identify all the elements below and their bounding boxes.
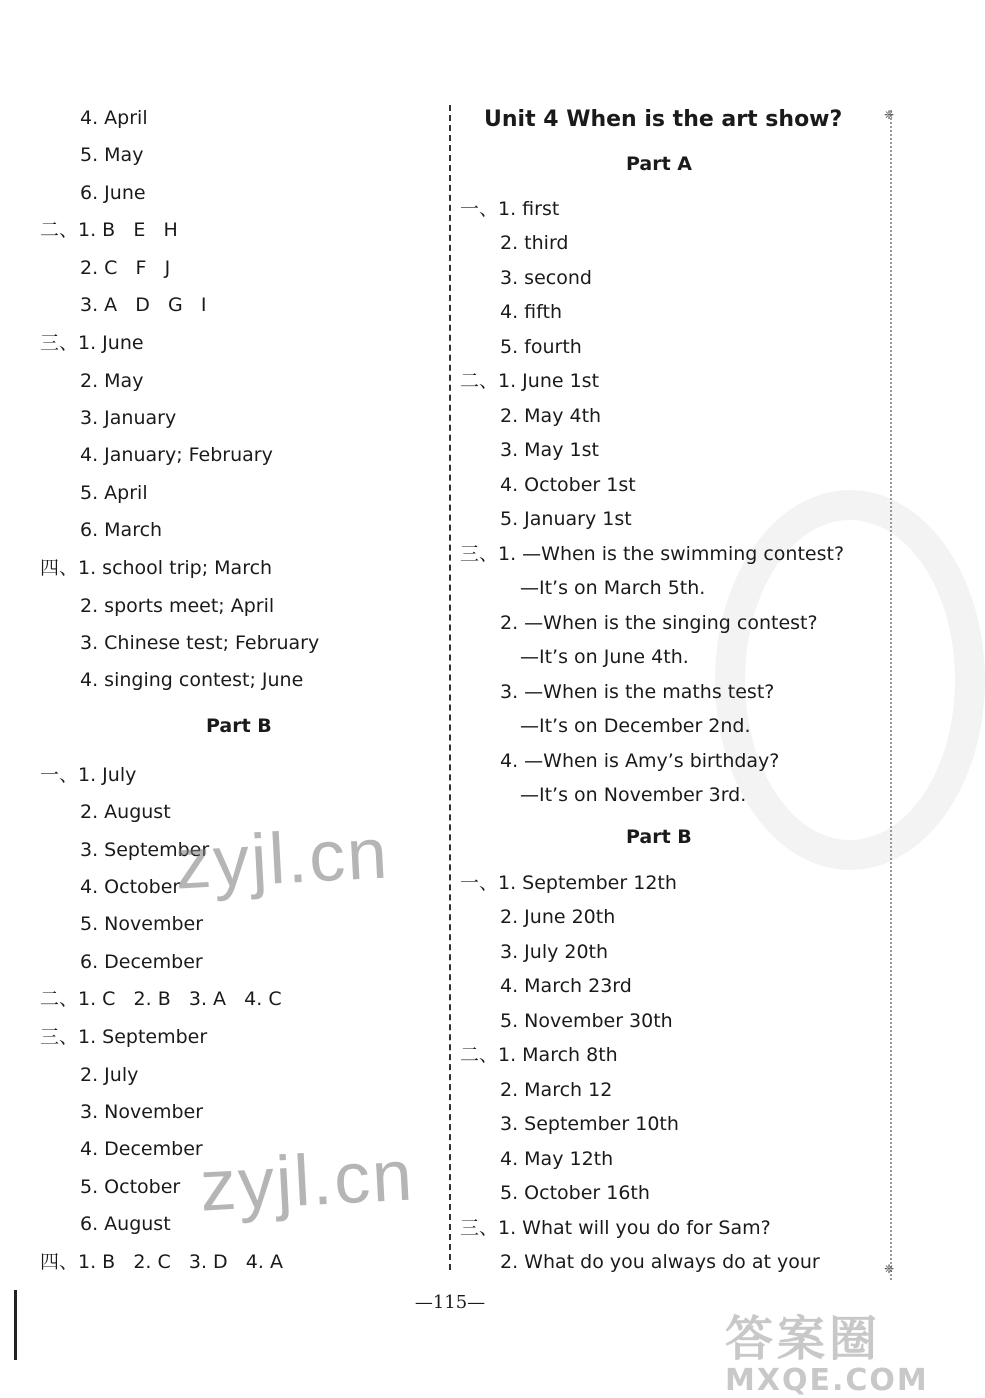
answer-line: 三、1. —When is the swimming contest?: [460, 543, 845, 565]
answer-line: 2. June 20th: [500, 906, 616, 928]
answer-line: 三、1. What will you do for Sam?: [460, 1217, 771, 1239]
ornament-icon: ❈: [884, 108, 895, 122]
answer-line: 3. September: [80, 839, 210, 861]
watermark-zyjl: zyjl.cn: [198, 1135, 416, 1227]
logo-domain-text: MXQE.COM: [725, 1363, 929, 1398]
margin-dotted-rule: [890, 110, 892, 1280]
answer-line: —It’s on November 3rd.: [520, 784, 747, 806]
answer-line: 4. —When is Amy’s birthday?: [500, 750, 780, 772]
answer-line: 4. April: [80, 107, 148, 129]
answer-line: —It’s on March 5th.: [520, 577, 706, 599]
answer-line: 二、1. B E H: [40, 219, 178, 241]
unit-title: Unit 4 When is the art show?: [484, 107, 843, 132]
answer-line: 2. May 4th: [500, 405, 602, 427]
answer-line: 6. December: [80, 951, 203, 973]
answer-line: 2. C F J: [80, 257, 171, 279]
answer-line: 二、1. C 2. B 3. A 4. C: [40, 988, 282, 1010]
answer-line: 5. January 1st: [500, 508, 632, 530]
site-logo-watermark: [725, 1300, 929, 1398]
answer-line: 2. March 12: [500, 1079, 613, 1101]
answer-line: 3. July 20th: [500, 941, 609, 963]
answer-line: 一、1. July: [40, 764, 137, 786]
answer-line: 3. November: [80, 1101, 204, 1123]
answer-line: 2. —When is the singing contest?: [500, 612, 818, 634]
answer-line: 5. April: [80, 482, 148, 504]
answer-line: 一、1. first: [460, 198, 560, 220]
answer-line: 3. May 1st: [500, 439, 599, 461]
answer-line: 2. third: [500, 232, 569, 254]
answer-line: 4. May 12th: [500, 1148, 614, 1170]
answer-line: 3. A D G I: [80, 294, 207, 316]
answer-line: 5. fourth: [500, 336, 582, 358]
right-part-b-heading: Part B: [626, 826, 692, 848]
answer-line: —It’s on December 2nd.: [520, 715, 751, 737]
answer-line: 5. October 16th: [500, 1182, 650, 1204]
answer-line: 4. October 1st: [500, 474, 636, 496]
answer-line: 2. August: [80, 801, 171, 823]
answer-line: 一、1. September 12th: [460, 872, 677, 894]
answer-line: —It’s on June 4th.: [520, 646, 689, 668]
answer-line: 4. fifth: [500, 301, 562, 323]
answer-line: 4. March 23rd: [500, 975, 632, 997]
answer-line: 6. August: [80, 1213, 171, 1235]
right-part-a-heading: Part A: [626, 153, 693, 175]
answer-line: 2. What do you always do at your: [500, 1251, 820, 1273]
answer-line: 二、1. June 1st: [460, 370, 600, 392]
answer-line: 2. May: [80, 370, 144, 392]
answer-line: 4. December: [80, 1138, 203, 1160]
answer-line: 3. Chinese test; February: [80, 632, 320, 654]
answer-line: 5. October: [80, 1176, 181, 1198]
answer-line: 3. January: [80, 407, 177, 429]
answer-line: 4. singing contest; June: [80, 669, 304, 691]
answer-line: 3. second: [500, 267, 592, 289]
answer-line: 2. sports meet; April: [80, 595, 275, 617]
answer-line: 3. September 10th: [500, 1113, 679, 1135]
answer-line: 4. January; February: [80, 444, 273, 466]
answer-line: 5. November: [80, 913, 204, 935]
answer-line: 二、1. March 8th: [460, 1044, 618, 1066]
answer-line: 5. November 30th: [500, 1010, 673, 1032]
answer-line: 6. June: [80, 182, 146, 204]
page-number: —115—: [414, 1292, 486, 1313]
watermark-zyjl: zyjl.cn: [173, 813, 391, 905]
answer-line: 5. May: [80, 144, 144, 166]
ornament-icon: ❈: [884, 1262, 895, 1276]
answer-line: 4. October: [80, 876, 181, 898]
column-divider: [449, 105, 451, 1270]
answer-line: 四、1. school trip; March: [40, 557, 273, 579]
answer-line: 2. July: [80, 1064, 139, 1086]
answer-line: 三、1. June: [40, 332, 144, 354]
answer-line: 四、1. B 2. C 3. D 4. A: [40, 1251, 283, 1273]
answer-line: 三、1. September: [40, 1026, 208, 1048]
logo-chinese-text: 答案圈: [725, 1311, 882, 1367]
answer-line: 3. —When is the maths test?: [500, 681, 775, 703]
left-part-b-heading: Part B: [206, 715, 272, 737]
answer-line: 6. March: [80, 519, 163, 541]
